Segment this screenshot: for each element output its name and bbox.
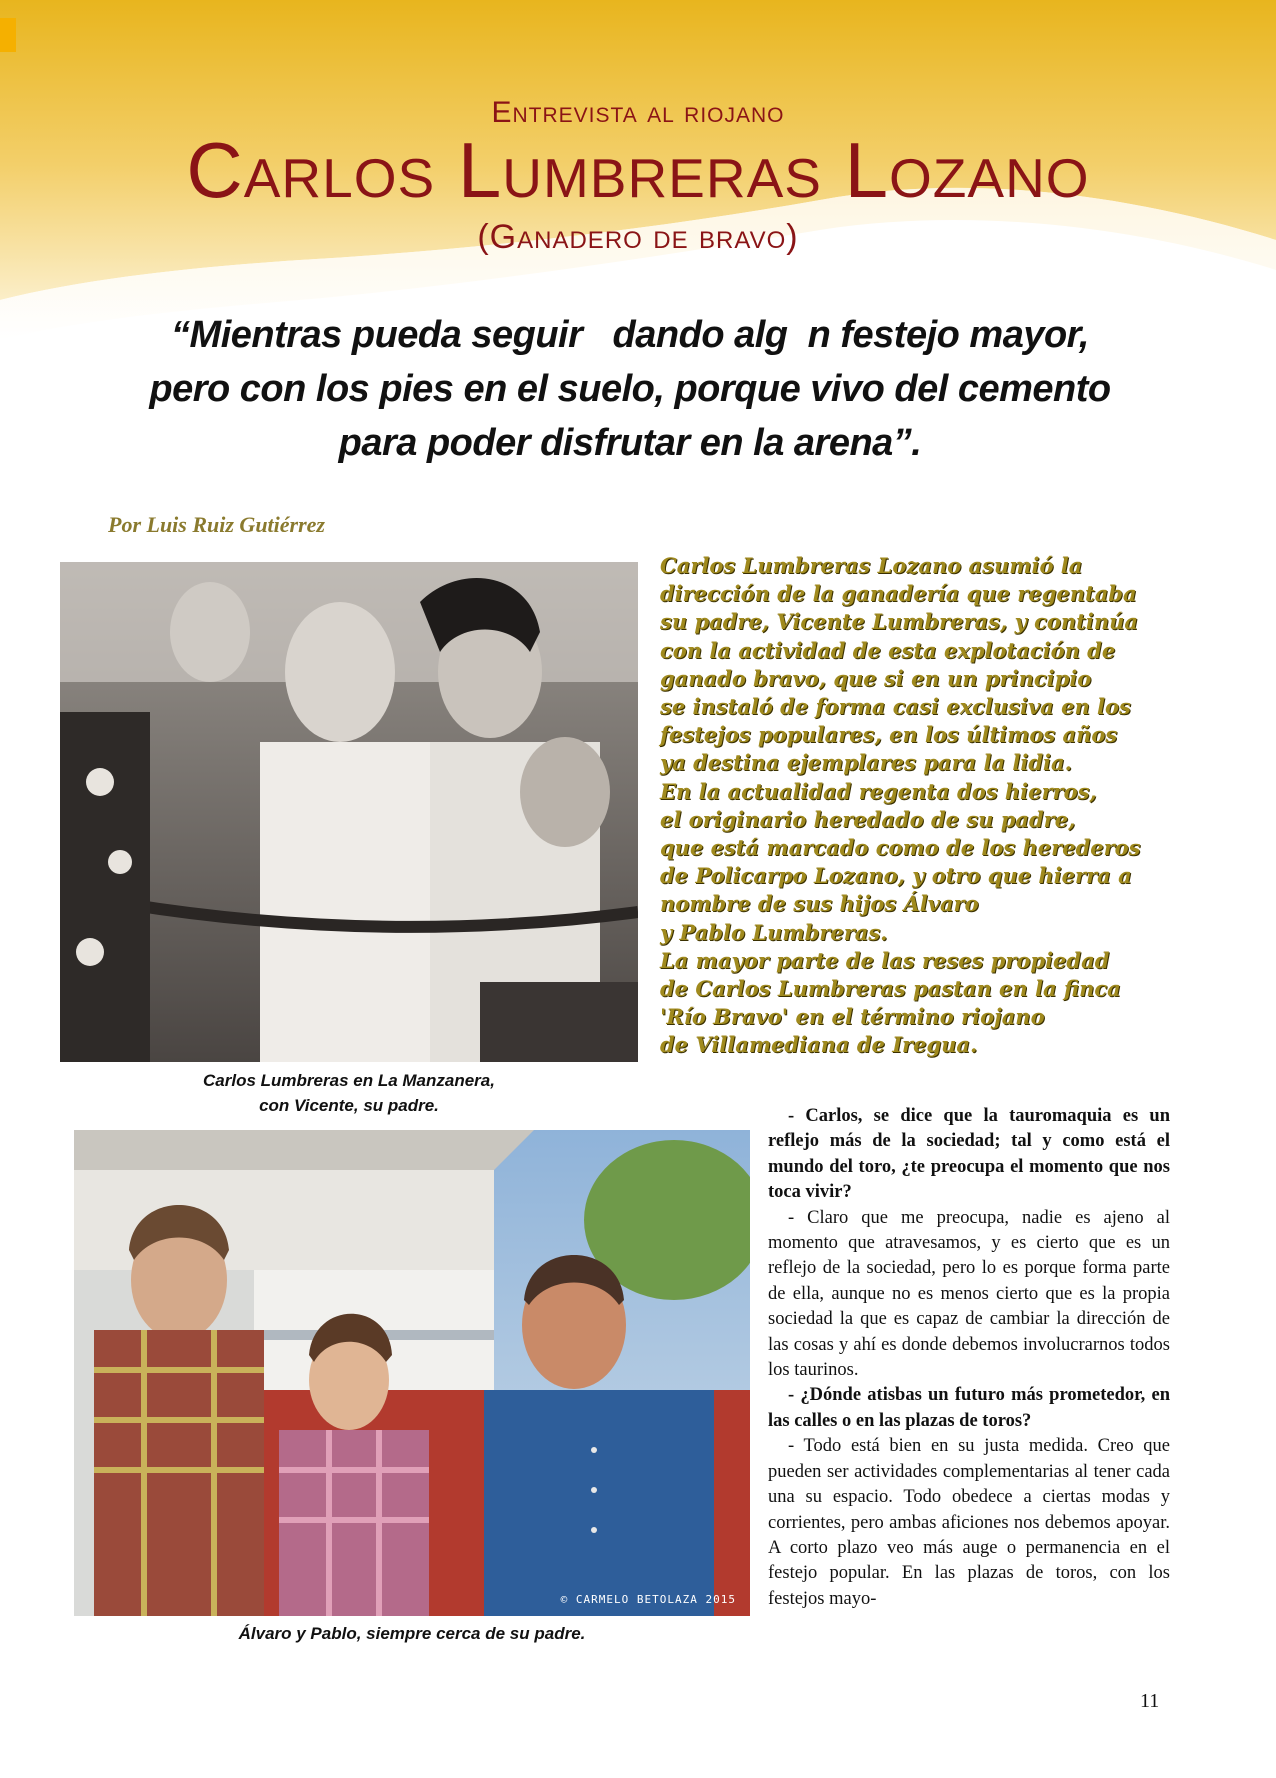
intro-line: ganado bravo, que si en un principio	[660, 665, 1092, 691]
interview-question: - Carlos, se dice que la tauromaquia es un reflejo más de la sociedad; tal y como está el mundo del toro, ¿te preocupa el momento que nos toca vivir?	[768, 1106, 1170, 1203]
pull-quote-line: para poder disfrutar en la arena”.	[338, 422, 922, 464]
intro-line: festejos populares, en los últimos años	[660, 722, 1118, 748]
pull-quote	[130, 308, 1130, 470]
interview-answer: - Claro que me preocupa, nadie es ajeno al momento que atravesamos, y es cierto que es un reflejo de la sociedad, pero lo es porque forma parte de ella, aunque no es menos cierto que es la propia sociedad la que es capaz de cambiar la dirección de las cosas y ahí es donde debemos involucrarnos todos los taurinos.	[768, 1207, 1170, 1381]
interview-question: - ¿Dónde atisbas un futuro más prometedor, en las calles o en las plazas de toros?	[768, 1385, 1170, 1431]
intro-line: nombre de sus hijos Álvaro	[660, 891, 979, 917]
article-kicker: Entrevista al riojano	[491, 96, 785, 129]
article-subtitle: (Ganadero de bravo)	[477, 218, 799, 256]
intro-line: de Carlos Lumbreras pastan en la finca	[660, 976, 1121, 1002]
intro-line: se instaló de forma casi exclusiva en los	[660, 694, 1131, 720]
intro-line: Carlos Lumbreras Lozano asumió la	[660, 553, 1083, 578]
pull-quote-line: “Mientras pueda seguir dando alg n festejo mayor,	[171, 314, 1089, 356]
photo1-caption	[60, 1068, 638, 1118]
intro-line: el originario heredado de su padre,	[660, 806, 1076, 832]
intro-line: ya destina ejemplares para la lidia.	[660, 750, 1072, 776]
photo1-caption-line: con Vicente, su padre.	[259, 1096, 439, 1115]
photo-bw-crowd	[60, 562, 638, 1062]
photo2-caption: Álvaro y Pablo, siempre cerca de su padre.	[238, 1624, 586, 1643]
photo-color-family	[74, 1130, 750, 1616]
intro-line: que está marcado como de los herederos	[660, 835, 1141, 861]
intro-line: su padre, Vicente Lumbreras, y continúa	[660, 609, 1138, 635]
intro-line: En la actualidad regenta dos hierros,	[660, 778, 1097, 804]
intro-line: de Villamediana de Iregua.	[660, 1032, 978, 1058]
pull-quote-line: pero con los pies en el suelo, porque vivo del cemento	[149, 368, 1111, 410]
photo2-credit: © CARMELO BETOLAZA 2015	[560, 1593, 736, 1606]
photo1-caption-line: Carlos Lumbreras en La Manzanera,	[203, 1071, 495, 1090]
intro-line: de Policarpo Lozano, y otro que hierra a	[660, 863, 1132, 889]
photo-bw-graphic	[60, 562, 638, 1062]
intro-line: dirección de la ganadería que regentaba	[660, 581, 1137, 607]
article-title: Carlos Lumbreras Lozano	[186, 126, 1090, 214]
byline: Por Luis Ruiz Gutiérrez	[108, 512, 325, 537]
intro-line: y Pablo Lumbreras.	[660, 919, 888, 945]
intro-paragraph	[660, 552, 1180, 1060]
photo-color-graphic	[74, 1130, 750, 1616]
corner-mark	[0, 18, 16, 52]
interview-column	[768, 1104, 1170, 1612]
interview-answer: - Todo está bien en su justa medida. Creo que pueden ser actividades complementarias al tener cada una su espacio. Todo obedece a ciertas modas y corrientes, pero ambas aficiones nos debemos apoyar. A corto plazo veo más auge o permanencia en el festejo popular. En las plazas de toros, con los festejos mayo-	[768, 1436, 1170, 1609]
intro-line: La mayor parte de las reses propiedad	[660, 947, 1110, 973]
intro-line: 'Río Bravo' en el término riojano	[660, 1004, 1045, 1030]
page-number: 11	[1140, 1690, 1160, 1712]
intro-line: con la actividad de esta explotación de	[660, 637, 1116, 663]
